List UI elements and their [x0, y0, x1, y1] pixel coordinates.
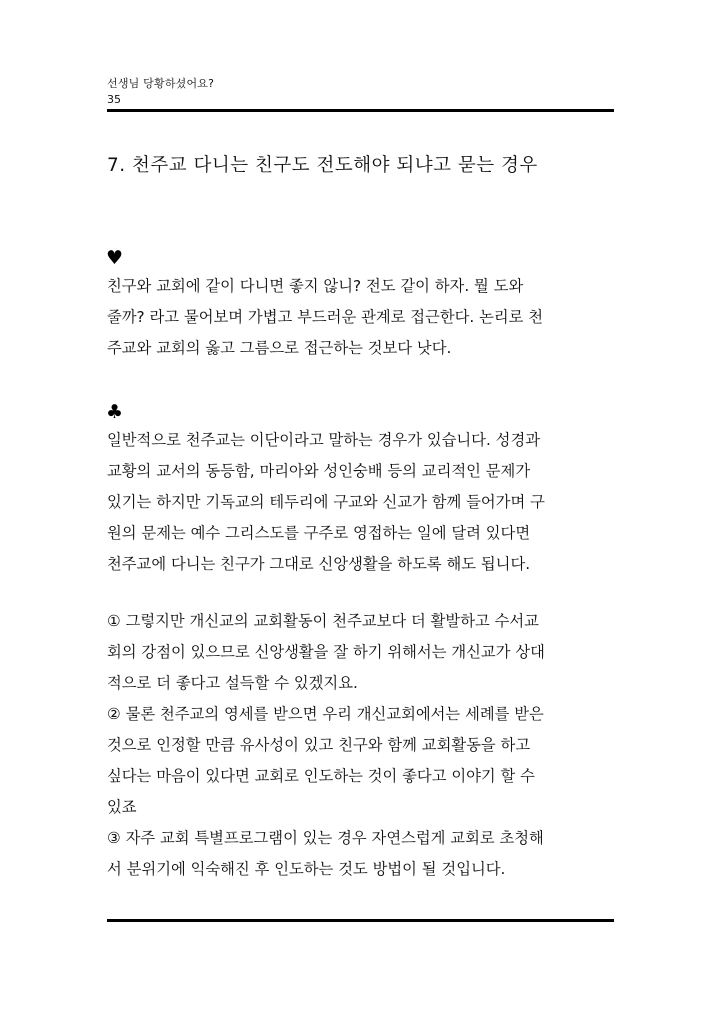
heart-paragraph: [107, 271, 617, 364]
running-header: [107, 76, 617, 108]
paragraph-line: 있기는 하지만 기독교의 테두리에 구교와 신교가 함께 들어가며 구: [107, 493, 545, 511]
paragraph-line: 줄까? 라고 물어보며 가볍고 부드러운 관계로 접근한다. 논리로 천: [107, 308, 544, 326]
heart-icon: ♥: [106, 247, 124, 269]
paragraph-line: 회의 강점이 있으므로 신앙생활을 잘 하기 위해서는 개신교가 상대: [107, 643, 545, 661]
header-divider: [107, 109, 614, 112]
paragraph-line: 싶다는 마음이 있다면 교회로 인도하는 것이 좋다고 이야기 할 수: [107, 767, 535, 785]
page-number: 35: [107, 93, 121, 106]
footer-divider: [107, 919, 614, 922]
paragraph-line: 친구와 교회에 같이 다니면 좋지 않니? 전도 같이 하자. 뭘 도와: [107, 277, 524, 295]
paragraph-line: ② 물론 천주교의 영세를 받으면 우리 개신교회에서는 세례를 받은: [107, 705, 544, 723]
header-title: 선생님 당황하셨어요?: [107, 77, 215, 90]
paragraph-line: 교황의 교서의 동등함, 마리아와 성인숭배 등의 교리적인 문제가: [107, 462, 531, 480]
club-paragraph: [107, 425, 617, 580]
paragraph-line: 적으로 더 좋다고 설득할 수 있겠지요.: [107, 674, 358, 692]
club-icon: ♣: [106, 401, 124, 423]
paragraph-line: 일반적으로 천주교는 이단이라고 말하는 경우가 있습니다. 성경과: [107, 431, 541, 449]
paragraph-line: ① 그렇지만 개신교의 교회활동이 천주교보다 더 활발하고 수서교: [107, 612, 539, 630]
paragraph-line: 천주교에 다니는 친구가 그대로 신앙생활을 하도록 해도 됩니다.: [107, 555, 531, 573]
paragraph-line: ③ 자주 교회 특별프로그램이 있는 경우 자연스럽게 교회로 초청해: [107, 829, 544, 847]
paragraph-line: 주교와 교회의 옳고 그름으로 접근하는 것보다 낫다.: [107, 339, 452, 357]
paragraph-line: 원의 문제는 예수 그리스도를 구주로 영접하는 일에 달려 있다면: [107, 524, 531, 542]
section-title: 7. 천주교 다니는 친구도 전도해야 되냐고 묻는 경우: [107, 155, 538, 176]
paragraph-line: 서 분위기에 익숙해진 후 인도하는 것도 방법이 될 것입니다.: [107, 860, 506, 878]
numbered-paragraph: [107, 606, 617, 885]
paragraph-line: 있죠: [107, 798, 137, 816]
paragraph-line: 것으로 인정할 만큼 유사성이 있고 친구와 함께 교회활동을 하고: [107, 736, 531, 754]
